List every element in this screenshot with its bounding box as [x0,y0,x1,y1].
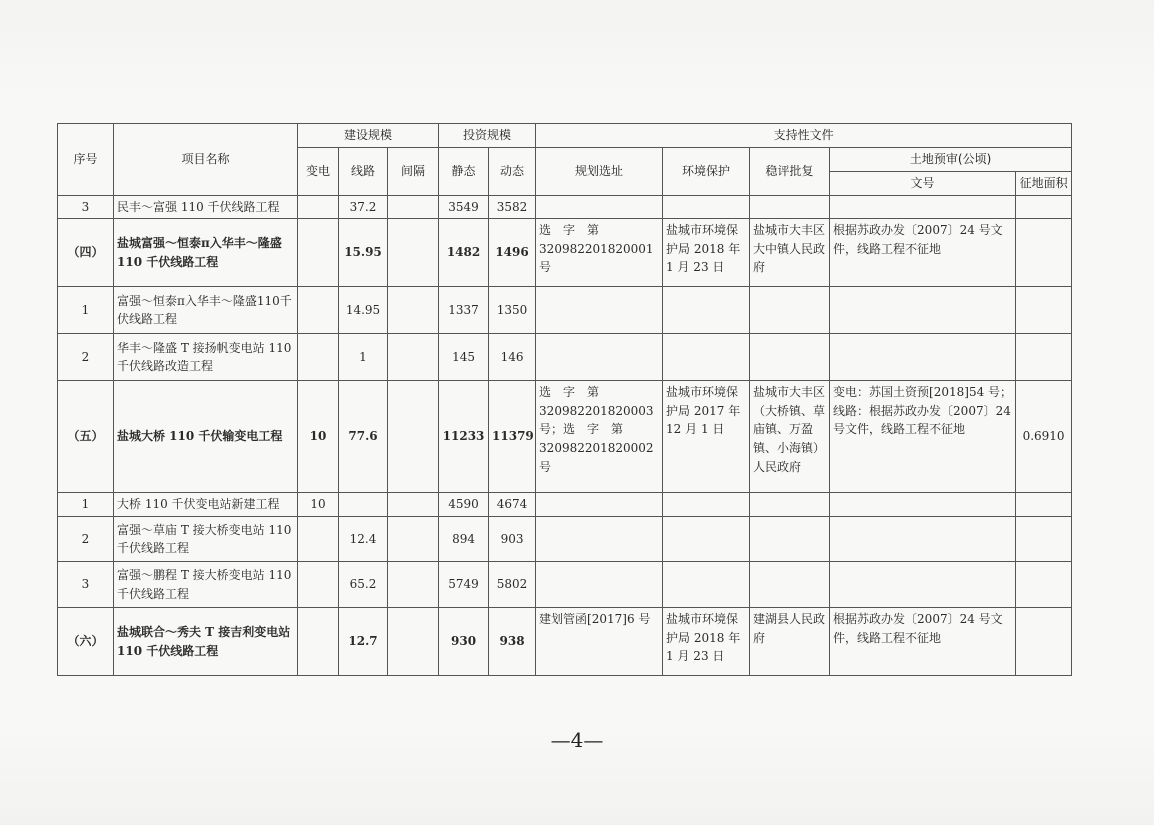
cell-land-area [1016,517,1072,562]
cell-doc-no [830,493,1016,517]
cell-stability [750,562,830,608]
cell-bay [388,493,439,517]
cell-substation [298,334,339,381]
cell-static: 1337 [439,287,489,334]
cell-name: 盐城富强～恒泰π入华丰～隆盛110 千伏线路工程 [114,219,298,287]
cell-doc-no: 根据苏政办发〔2007〕24 号文件，线路工程不征地 [830,219,1016,287]
cell-environment: 盐城市环境保护局 2018 年 1 月 23 日 [663,608,750,676]
header-dynamic: 动态 [489,147,536,195]
cell-planning: 选 字 第320982201820003 号；选 字 第320982201820002 号 [536,381,663,493]
cell-environment [663,287,750,334]
cell-static: 3549 [439,195,489,219]
cell-line: 15.95 [339,219,388,287]
cell-environment [663,562,750,608]
cell-static: 4590 [439,493,489,517]
cell-stability [750,493,830,517]
cell-static: 5749 [439,562,489,608]
cell-bay [388,517,439,562]
cell-doc-no [830,517,1016,562]
cell-name: 富强～草庙 T 接大桥变电站 110 千伏线路工程 [114,517,298,562]
cell-planning [536,517,663,562]
cell-name: 盐城联合～秀夫 T 接吉利变电站110 千伏线路工程 [114,608,298,676]
cell-bay [388,334,439,381]
cell-static: 894 [439,517,489,562]
cell-substation [298,562,339,608]
cell-name: 华丰～隆盛 T 接扬帆变电站 110 千伏线路改造工程 [114,334,298,381]
cell-line: 1 [339,334,388,381]
cell-line [339,493,388,517]
cell-stability: 盐城市大丰区（大桥镇、草庙镇、万盈镇、小海镇）人民政府 [750,381,830,493]
cell-dynamic: 1350 [489,287,536,334]
cell-environment: 盐城市环境保护局 2018 年 1 月 23 日 [663,219,750,287]
header-support-docs: 支持性文件 [536,124,1072,148]
cell-seq: （六） [58,608,114,676]
cell-environment: 盐城市环境保护局 2017 年 12 月 1 日 [663,381,750,493]
cell-bay [388,608,439,676]
header-build-scale: 建设规模 [298,124,439,148]
cell-planning [536,195,663,219]
cell-planning [536,562,663,608]
cell-line: 14.95 [339,287,388,334]
cell-static: 11233 [439,381,489,493]
table-row [58,219,1072,287]
cell-static: 930 [439,608,489,676]
cell-seq: 1 [58,287,114,334]
header-planning: 规划选址 [536,147,663,195]
cell-dynamic: 4674 [489,493,536,517]
cell-line: 37.2 [339,195,388,219]
cell-name: 富强～恒泰π入华丰～隆盛110千伏线路工程 [114,287,298,334]
cell-stability: 盐城市大丰区大中镇人民政府 [750,219,830,287]
cell-substation [298,608,339,676]
cell-land-area: 0.6910 [1016,381,1072,493]
cell-bay [388,562,439,608]
table-row [58,562,1072,608]
cell-seq: 2 [58,517,114,562]
cell-land-area [1016,562,1072,608]
cell-land-area [1016,287,1072,334]
table-row [58,381,1072,493]
cell-land-area [1016,493,1072,517]
cell-line: 12.4 [339,517,388,562]
cell-seq: （四） [58,219,114,287]
cell-name: 大桥 110 千伏变电站新建工程 [114,493,298,517]
cell-land-area [1016,608,1072,676]
cell-environment [663,334,750,381]
cell-stability [750,334,830,381]
table-row [58,287,1072,334]
cell-dynamic: 5802 [489,562,536,608]
cell-stability: 建湖县人民政府 [750,608,830,676]
header-land-area: 征地面积 [1016,171,1072,195]
cell-static: 145 [439,334,489,381]
table-row [58,493,1072,517]
cell-seq: 3 [58,562,114,608]
cell-doc-no [830,334,1016,381]
cell-planning [536,287,663,334]
cell-line: 77.6 [339,381,388,493]
header-seq: 序号 [58,124,114,196]
cell-bay [388,381,439,493]
header-bay: 间隔 [388,147,439,195]
cell-stability [750,517,830,562]
cell-line: 12.7 [339,608,388,676]
cell-dynamic: 1496 [489,219,536,287]
cell-bay [388,195,439,219]
cell-seq: 2 [58,334,114,381]
cell-dynamic: 938 [489,608,536,676]
cell-substation [298,517,339,562]
cell-substation: 10 [298,493,339,517]
cell-planning [536,334,663,381]
projects-table [57,123,1072,676]
cell-seq: 3 [58,195,114,219]
header-row-1 [58,124,1072,148]
cell-static: 1482 [439,219,489,287]
header-line: 线路 [339,147,388,195]
table-row [58,608,1072,676]
cell-dynamic: 11379 [489,381,536,493]
cell-doc-no [830,195,1016,219]
cell-planning: 选 字 第320982201820001 号 [536,219,663,287]
cell-substation [298,287,339,334]
header-stability: 稳评批复 [750,147,830,195]
header-doc-no: 文号 [830,171,1016,195]
cell-line: 65.2 [339,562,388,608]
cell-substation [298,219,339,287]
cell-land-area [1016,195,1072,219]
cell-environment [663,195,750,219]
cell-seq: 1 [58,493,114,517]
cell-name: 富强～鹏程 T 接大桥变电站 110 千伏线路工程 [114,562,298,608]
cell-land-area [1016,334,1072,381]
cell-bay [388,287,439,334]
header-invest-scale: 投资规模 [439,124,536,148]
cell-doc-no [830,287,1016,334]
page-number: —4— [550,728,604,752]
cell-environment [663,493,750,517]
header-project-name: 项目名称 [114,124,298,196]
cell-dynamic: 3582 [489,195,536,219]
cell-doc-no: 根据苏政办发〔2007〕24 号文件，线路工程不征地 [830,608,1016,676]
cell-bay [388,219,439,287]
header-environment: 环境保护 [663,147,750,195]
header-land-review: 土地预审(公顷) [830,147,1072,171]
cell-environment [663,517,750,562]
cell-substation [298,195,339,219]
cell-land-area [1016,219,1072,287]
cell-name: 民丰～富强 110 千伏线路工程 [114,195,298,219]
header-substation: 变电 [298,147,339,195]
cell-name: 盐城大桥 110 千伏输变电工程 [114,381,298,493]
cell-doc-no [830,562,1016,608]
table-row [58,517,1072,562]
cell-planning: 建划管函[2017]6 号 [536,608,663,676]
table-row [58,334,1072,381]
header-static: 静态 [439,147,489,195]
table-row [58,195,1072,219]
cell-seq: （五） [58,381,114,493]
cell-stability [750,195,830,219]
cell-dynamic: 903 [489,517,536,562]
cell-dynamic: 146 [489,334,536,381]
cell-substation: 10 [298,381,339,493]
cell-planning [536,493,663,517]
cell-doc-no: 变电：苏国土资预[2018]54 号；线路：根据苏政办发〔2007〕24 号文件，线路工程不征地 [830,381,1016,493]
cell-stability [750,287,830,334]
